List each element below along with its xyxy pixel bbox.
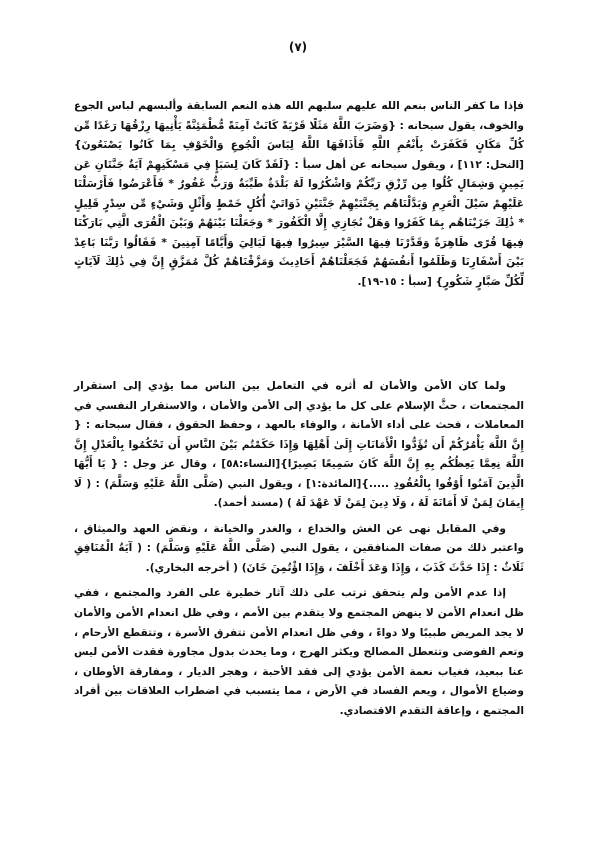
body-text (74, 97, 524, 721)
paragraph-3: وفي المقابل نهى عن الغش والخداع ، والغدر والخيانة ، ونقض العهد والميثاق ، واعتبر ذلك من صفات المنافقين ، يقول النبي (صَلَّى اللَّهُ عَلَيْهِ وَسَلَّمَ) : ( آيَةُ الْمُنَافِقِ ثَلَاثٌ : إِذَا حَدَّثَ كَذَبَ ، وَإِذَا وَعَدَ أَخْلَفَ ، وَإِذَا اؤْتُمِنَ خَانَ) ( أخرجه البخاري). (74, 522, 524, 574)
paragraph-2: ولما كان الأمن والأمان له أثره في التعامل بين الناس مما يؤدي إلى استقرار المجتمعات ، حثَّ الإسلام على كل ما يؤدي إلى الأمن والأمان ، والاستقرار النفسي في المعاملات ، فحث على أداء الأمانة ، والوفاء بالعهد ، وحفظ الحقوق ، فقال سبحانه : { إِنَّ اللَّهَ يَأْمُرُكُمْ أَن تُؤَدُّوا الْأَمَانَاتِ إِلَىٰ أَهْلِهَا وَإِذَا حَكَمْتُم بَيْنَ النَّاسِ أَن تَحْكُمُوا بِالْعَدْلِ إِنَّ اللَّهَ نِعِمَّا يَعِظُكُم بِهِ إِنَّ اللَّهَ كَانَ سَمِيعًا بَصِيرًا}[النساء:٥٨] ، وقال عز وجل : { يَا أَيُّهَا الَّذِينَ آمَنُوا أَوْفُوا بِالْعُقُودِ .....}[المائدة:١] ، ويقول النبي (صَلَّى اللَّهُ عَلَيْهِ وَسَلَّمَ) : ( لَا إِيمَانَ لِمَنْ لَا أَمَانَةَ لَهُ ، وَلَا دِينَ لِمَنْ لَا عَهْدَ لَهُ ) (مسند أحمد). (74, 380, 524, 510)
page-number: (٧) (288, 40, 308, 54)
paragraph-1: فإذا ما كفر الناس بنعم الله عليهم سلبهم الله هذه النعم السابقة وألبسهم لباس الجوع والخوف، يقول سبحانه : {وَضَرَبَ اللَّهُ مَثَلًا قَرْيَةً كَانَتْ آمِنَةً مُّطْمَئِنَّةً يَأْتِيهَا رِزْقُهَا رَغَدًا مِّن كُلِّ مَكَانٍ فَكَفَرَتْ بِأَنْعُمِ اللَّهِ فَأَذَاقَهَا اللَّهُ لِبَاسَ الْجُوعِ وَالْخَوْفِ بِمَا كَانُوا يَصْنَعُونَ} [النحل: ١١٢] ، ويقول سبحانه عن أهل سبأ : {لَقَدْ كَانَ لِسَبَإٍ فِي مَسْكَنِهِمْ آيَةٌ جَنَّتَانِ عَن يَمِينٍ وَشِمَالٍ كُلُوا مِن رِّزْقِ رَبِّكُمْ وَاشْكُرُوا لَهُ بَلْدَةٌ طَيِّبَةٌ وَرَبٌّ غَفُورٌ * فَأَعْرَضُوا فَأَرْسَلْنَا عَلَيْهِمْ سَيْلَ الْعَرِمِ وَبَدَّلْنَاهُم بِجَنَّتَيْهِمْ جَنَّتَيْنِ ذَوَاتَيْ أُكُلٍ خَمْطٍ وَأَثْلٍ وَشَيْءٍ مِّن سِدْرٍ قَلِيلٍ * ذَٰلِكَ جَزَيْنَاهُم بِمَا كَفَرُوا وَهَلْ نُجَازِي إِلَّا الْكَفُورَ * وَجَعَلْنَا بَيْنَهُمْ وَبَيْنَ الْقُرَى الَّتِي بَارَكْنَا فِيهَا قُرًى ظَاهِرَةً وَقَدَّرْنَا فِيهَا السَّيْرَ سِيرُوا فِيهَا لَيَالِيَ وَأَيَّامًا آمِنِينَ * فَقَالُوا رَبَّنَا بَاعِدْ بَيْنَ أَسْفَارِنَا وَظَلَمُوا أَنفُسَهُمْ فَجَعَلْنَاهُمْ أَحَادِيثَ وَمَزَّقْنَاهُمْ كُلَّ مُمَزَّقٍ إِنَّ فِي ذَٰلِكَ لَآيَاتٍ لِّكُلِّ صَبَّارٍ شَكُورٍ} [سبأ : ١٥-١٩]. (74, 100, 524, 288)
paragraph-4: إذا عدم الأمن ولم يتحقق ترتب على ذلك آثار خطيرة على الفرد والمجتمع ، ففي ظل انعدام الأمن لا ينهض المجتمع ولا يتقدم بين الأمم ، وفي ظل انعدام الأمن والأمان لا يجد المريض طبيبًا ولا دواءً ، وفي ظل انعدام الأمن تتفرق الأسرة ، وتتقطع الأرحام ، وتعم الفوضى وتتعطل المصالح ويكثر الهرج ، وما يحدث بدول مجاورة فقدت الأمن ليس عنا ببعيد، فغياب نعمة الأمن يؤدي إلى فقد الأحبة ، وهجر الديار ، ومفارقة الأوطان ، وضياع الأموال ، ويعم الفساد في الأرض ، مما يتسبب في اضطراب العلاقات بين أفراد المجتمع ، وإعاقة التقدم الاقتصادي. (74, 587, 524, 717)
